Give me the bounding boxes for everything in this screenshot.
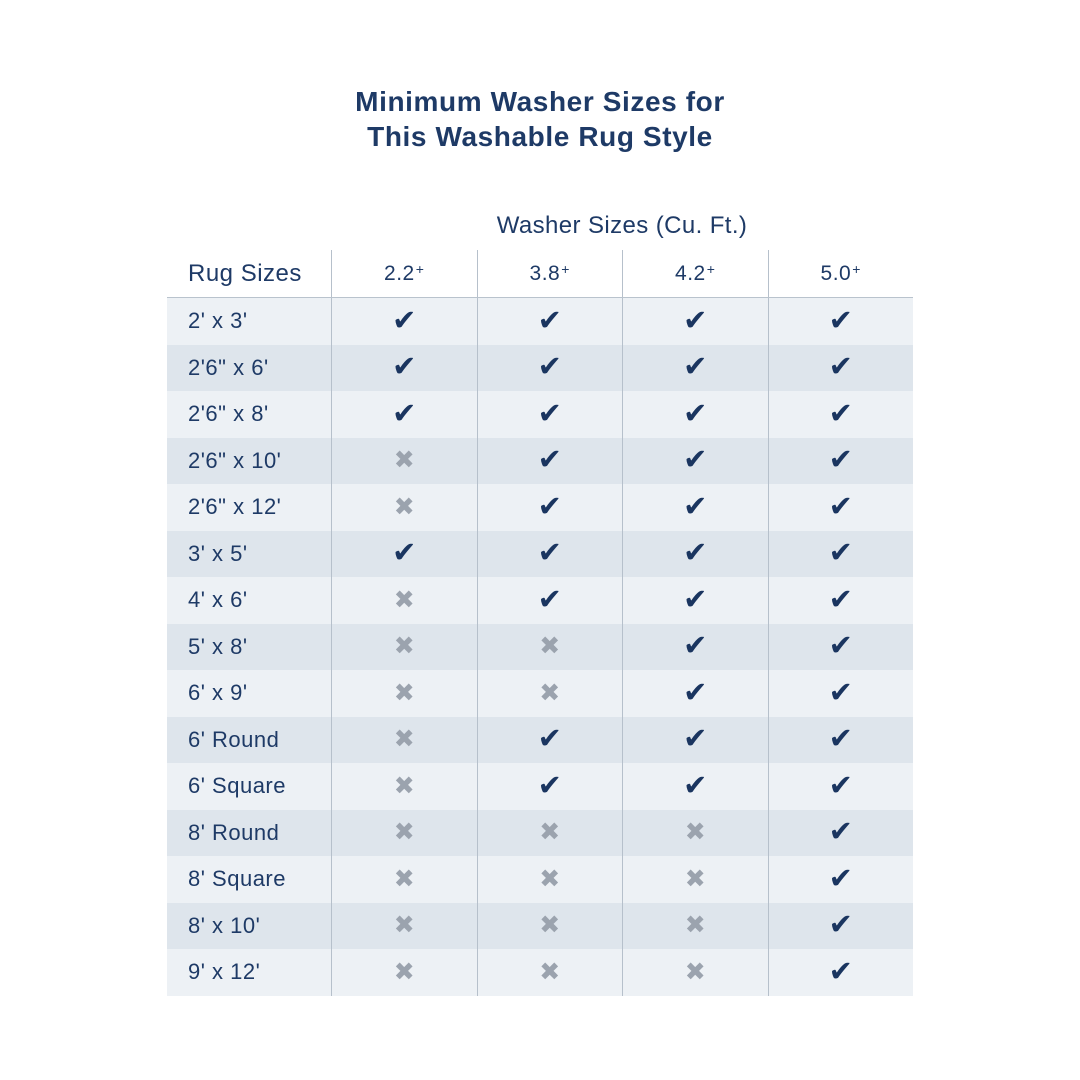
page-title [0,84,1080,154]
cross-icon: ✖ [331,717,477,764]
plus-sign: + [415,260,425,277]
rug-size-label: 8' Square [188,866,286,892]
check-icon: ✔ [622,531,768,578]
check-icon: ✔ [768,577,914,624]
table-row [167,484,913,531]
column-header-5-0 [768,250,914,297]
table-row [167,624,913,671]
cross-icon: ✖ [622,810,768,857]
table-row [167,717,913,764]
check-icon: ✔ [768,438,914,485]
check-icon: ✔ [477,345,623,392]
check-icon: ✔ [477,391,623,438]
rug-size-label: 5' x 8' [188,633,248,659]
check-icon: ✔ [331,531,477,578]
cross-icon: ✖ [331,763,477,810]
washer-sizes-group-header: Washer Sizes (Cu. Ft.) [496,212,748,239]
cross-icon: ✖ [477,903,623,950]
cross-icon: ✖ [331,577,477,624]
page-title-line-2: This Washable Rug Style [367,121,713,152]
table-row [167,903,913,950]
check-icon: ✔ [622,391,768,438]
cross-icon: ✖ [622,856,768,903]
check-icon: ✔ [477,763,623,810]
check-icon: ✔ [622,577,768,624]
cross-icon: ✖ [622,949,768,996]
cross-icon: ✖ [331,810,477,857]
plus-sign: + [561,260,570,277]
check-icon: ✔ [477,484,623,531]
check-icon: ✔ [477,577,623,624]
check-icon: ✔ [477,717,623,764]
check-icon: ✔ [768,717,914,764]
check-icon: ✔ [768,810,914,857]
check-icon: ✔ [622,670,768,717]
check-icon: ✔ [622,298,768,345]
check-icon: ✔ [768,670,914,717]
check-icon: ✔ [622,345,768,392]
check-icon: ✔ [331,298,477,345]
rug-size-label: 2'6" x 8' [188,401,269,427]
table-row [167,391,913,438]
table-row [167,763,913,810]
column-header-3-8 [477,250,623,297]
check-icon: ✔ [768,484,914,531]
plus-sign: + [706,260,716,277]
check-icon: ✔ [477,531,623,578]
cross-icon: ✖ [477,810,623,857]
rug-size-label: 2'6" x 12' [188,494,282,520]
cross-icon: ✖ [331,903,477,950]
rug-size-label: 2'6" x 10' [188,447,282,473]
check-icon: ✔ [768,391,914,438]
column-header-2-2 [331,250,477,297]
check-icon: ✔ [768,531,914,578]
check-icon: ✔ [768,298,914,345]
check-icon: ✔ [768,903,914,950]
table-row [167,438,913,485]
rug-size-label: 8' x 10' [188,912,261,938]
table-row [167,531,913,578]
cross-icon: ✖ [477,856,623,903]
table-body [167,298,913,996]
check-icon: ✔ [768,345,914,392]
check-icon: ✔ [331,345,477,392]
cross-icon: ✖ [622,903,768,950]
check-icon: ✔ [331,391,477,438]
table-row [167,856,913,903]
rug-size-label: 2'6" x 6' [188,354,269,380]
table-row [167,670,913,717]
plus-sign: + [852,260,861,277]
check-icon: ✔ [622,717,768,764]
rug-size-label: 3' x 5' [188,540,248,566]
column-header-value: 4.2 [675,261,706,285]
cross-icon: ✖ [331,438,477,485]
table-row [167,345,913,392]
check-icon: ✔ [622,438,768,485]
rug-size-label: 2' x 3' [188,308,248,334]
table-row [167,298,913,345]
check-icon: ✔ [622,763,768,810]
page-title-line-1: Minimum Washer Sizes for [355,86,725,117]
rug-size-label: 8' Round [188,819,280,845]
rug-size-label: 6' Round [188,726,280,752]
rug-size-label: 6' x 9' [188,680,248,706]
check-icon: ✔ [477,438,623,485]
rug-sizes-header: Rug Sizes [188,259,302,287]
cross-icon: ✖ [477,624,623,671]
check-icon: ✔ [768,856,914,903]
column-header-4-2 [622,250,768,297]
rug-size-label: 9' x 12' [188,959,261,985]
cross-icon: ✖ [477,949,623,996]
column-header-value: 3.8 [529,261,561,285]
check-icon: ✔ [768,763,914,810]
check-icon: ✔ [768,624,914,671]
column-header-value: 5.0 [820,261,852,285]
table-row [167,949,913,996]
check-icon: ✔ [768,949,914,996]
check-icon: ✔ [622,484,768,531]
cross-icon: ✖ [331,949,477,996]
cross-icon: ✖ [477,670,623,717]
check-icon: ✔ [622,624,768,671]
check-icon: ✔ [477,298,623,345]
cross-icon: ✖ [331,624,477,671]
table-header-row [167,250,913,298]
washer-size-table [167,212,913,996]
cross-icon: ✖ [331,484,477,531]
table-row [167,577,913,624]
rug-size-label: 4' x 6' [188,587,248,613]
cross-icon: ✖ [331,856,477,903]
rug-size-label: 6' Square [188,773,286,799]
column-header-value: 2.2 [384,261,415,285]
table-row [167,810,913,857]
cross-icon: ✖ [331,670,477,717]
